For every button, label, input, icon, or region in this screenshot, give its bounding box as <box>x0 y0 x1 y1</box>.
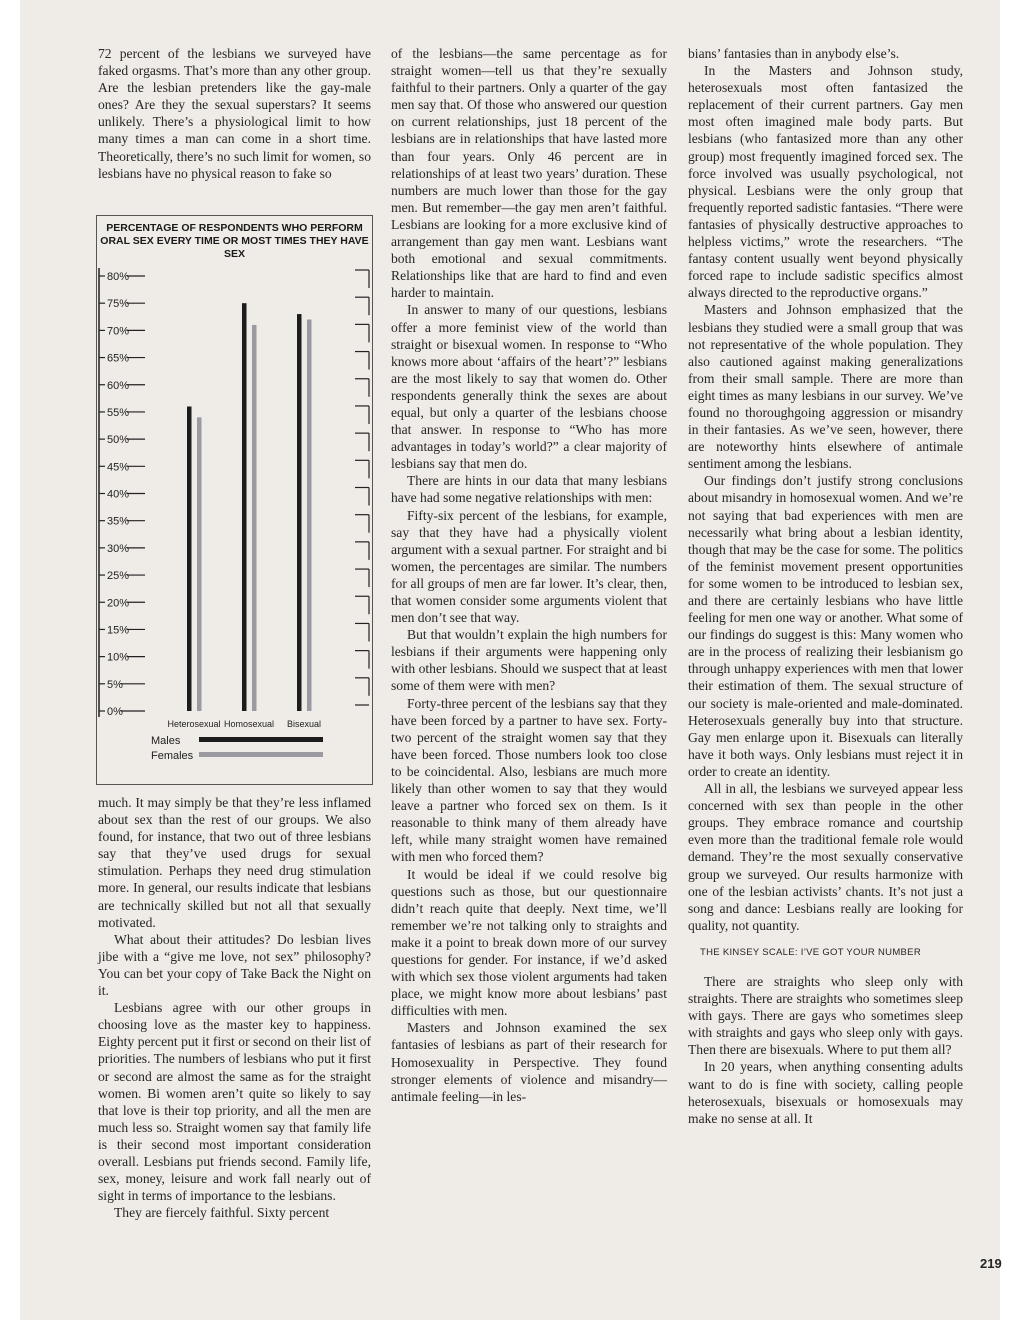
paragraph: Fifty-six percent of the lesbians, for example, say that they have had a physically violent argument with a sexual partner. For straight and bi women, the percentages are similar. The numbers for all groups of men are far lower. It’s clear, then, that women consider some arguments violent that men don’t see that way. <box>391 507 667 626</box>
column-2 <box>391 45 667 1105</box>
x-category-label: Heterosexual <box>167 719 221 729</box>
paragraph: of the lesbians—the same percentage as for straight women—tell us that they’re sexually faithful to their partners. Only a quarter of the gay men say that. Of those who answered our question on current relationships, just 18 percent of the lesbians are in relationships that have lasted more than four years. Only 46 percent are in relationships of at least two years’ duration. These numbers are much lower than those for the gay men. But remember—the gay men aren’t faithful. Lesbians are looking for a more exclusive kind of arrangement than gay men want. Lesbians want both emotional and sexual commitments. Relationships like that are hard to find and even harder to maintain. <box>391 46 667 301</box>
paragraph: There are straights who sleep only with straights. There are straights who sometimes sleep with gays. There are gays who sometimes sleep with straights and gays who sleep only with gays. Then there are bisexuals. Where to put them all? <box>688 973 963 1058</box>
y-tick-label: 30% <box>107 542 130 555</box>
page-number: 219 <box>980 1256 1002 1271</box>
section-subhead: THE KINSEY SCALE: I’VE GOT YOUR NUMBER <box>700 946 921 958</box>
y-tick-label: 75% <box>107 298 130 311</box>
legend-label-females: Females <box>151 750 194 762</box>
bar-homosexual-females <box>252 325 257 711</box>
y-tick-label: 70% <box>107 325 130 338</box>
y-tick-label: 5% <box>107 678 123 691</box>
y-tick-label: 25% <box>107 570 130 583</box>
y-tick-label: 10% <box>107 651 130 664</box>
paragraph: Lesbians agree with our other groups in choosing love as the master key to happiness. Eighty percent put it first or second on their list of priorities. The numbers of lesbians who put it first or second are almost the same as for the straight women. Bi women aren’t quite so likely to say that love is their top priority, and all the men are much less so. Straight women say that family life is their second most important consideration overall. Lesbians put friends second. Family life, sex, money, leisure and work fall nearly out of sight in terms of importance to the lesbians. <box>98 1000 371 1204</box>
bar-bisexual-males <box>297 314 302 711</box>
x-category-label: Homosexual <box>223 719 275 729</box>
bar-heterosexual-males <box>187 407 192 712</box>
y-tick-label: 45% <box>107 461 130 474</box>
paragraph: Forty-three percent of the lesbians say that they have been forced by a partner to have sex. Forty-two percent of the straight women say that they have been forced. Those numbers look too close to be coincidental. Also, lesbians are much more likely than other women to say that they would leave a partner who forced sex on them. Is it reasonable to think many of them already have left, while many straight women have remained with men who forced them? <box>391 695 667 865</box>
y-tick-label: 15% <box>107 624 130 637</box>
paragraph: All in all, the lesbians we surveyed appear less concerned with sex than people in the other groups. They embrace romance and courtship even more than the traditional female role would demand. They’re the most sexually conservative group we surveyed. Our results harmonize with one of the lesbian activists’ chants. It’s not just a song and dance: Lesbians really are looking for quality, not quantity. <box>688 781 963 933</box>
column-1-bottom <box>98 794 371 1221</box>
paragraph: Masters and Johnson emphasized that the lesbians they studied were a small group that was not representative of the whole population. They also cautioned against making generalizations from their small sample. There are more than eight times as many lesbians in our survey. We’ve found no thoroughgoing aggression or misandry in their fantasies. As we’ve seen, however, there are noteworthy hints elsewhere of antimale sentiment among the lesbians. <box>688 302 963 472</box>
chart-title: PERCENTAGE OF RESPONDENTS WHO PERFORM ORAL SEX EVERY TIME OR MOST TIMES THEY HAVE SEX <box>100 222 369 260</box>
column-1-top <box>98 45 371 182</box>
paragraph: It would be ideal if we could resolve big questions such as those, but our questionnaire didn’t reach quite that deeply. Next time, we’ll remember we’re not talking only to straights and make it a point to break down more of our survey questions for gender. For instance, if we’d asked with which sex those violent arguments had taken place, we might know more about lesbians’ past difficulties with men. <box>391 866 667 1019</box>
y-tick-label: 35% <box>107 515 130 528</box>
paragraph: much. It may simply be that they’re less inflamed about sex than the rest of our groups. We also found, for instance, that two out of three lesbians say that they’ve used drugs for sexual stimulation. Perhaps they need drug stimulation more. In general, our results indicate that lesbians are technically skilled but not all that sexually motivated. <box>98 795 371 930</box>
paragraph: Our findings don’t justify strong conclusions about misandry in homosexual women. And we’re not saying that bad experiences with men are necessarily what bring about a lesbian identity, though that may be the case for some. The politics of the feminist movement present opportunities for some women to be introduced to lesbian sex, and there are certainly lesbians who have little feeling for men one way or another. What some of our findings do suggest is this: Many women who are in the process of realizing their lesbianism go through unhappy experiences with men that lower their estimation of them. The sexual structure of our society is male-oriented and male-dominated. Heterosexuals generally buy into that structure. Gay men enlarge upon it. Bisexuals can literally have it both ways. Only lesbians must reject it in order to create an identity. <box>688 473 963 779</box>
y-tick-label: 40% <box>107 488 130 501</box>
paragraph: Masters and Johnson examined the sex fantasies of lesbians as part of their research for Homosexuality in Perspective. They found stronger elements of violence and misandry—antimale feeling—in les- <box>391 1020 667 1104</box>
paragraph: In 20 years, when anything consenting adults want to do is fine with society, calling people heterosexuals, bisexuals or homosexuals may make no sense at all. It <box>688 1059 963 1126</box>
paragraph: They are fiercely faithful. Sixty percent <box>114 1205 330 1221</box>
y-tick-label: 80% <box>107 271 130 283</box>
bar-homosexual-males <box>242 303 247 711</box>
chart-box <box>96 215 373 785</box>
legend-swatch-males <box>199 737 323 742</box>
column-3 <box>688 45 963 1127</box>
paragraph: In answer to many of our questions, lesbians offer a more feminist view of the world than straight or bisexual women. In response to “Who knows more about ‘affairs of the heart’?” lesbians are the most likely to say that women do. Other respondents generally think the sexes are about equal, but only a quarter of the lesbians choose that answer. In response to “Who has more advantages in today’s world?” a clear majority of lesbians say that men do. <box>391 302 667 472</box>
x-category-label: Bisexual <box>286 719 322 729</box>
y-tick-label: 65% <box>107 352 130 365</box>
bar-heterosexual-females <box>197 417 202 711</box>
paragraph: What about their attitudes? Do lesbian lives jibe with a “give me love, not sex” philosophy? You can bet your copy of Take Back the Night on it. <box>98 931 371 999</box>
paragraph: There are hints in our data that many lesbians have had some negative relationships with men: <box>391 473 667 506</box>
legend-label-males: Males <box>151 735 181 747</box>
bar-bisexual-females <box>307 320 312 712</box>
magazine-page <box>20 0 1000 1320</box>
y-tick-label: 20% <box>107 597 130 610</box>
y-tick-label: 60% <box>107 379 130 392</box>
legend-swatch-females <box>199 752 323 757</box>
paragraph: bians’ fantasies than in anybody else’s. <box>688 46 900 61</box>
y-tick-label: 55% <box>107 406 130 419</box>
paragraph: 72 percent of the lesbians we surveyed have faked orgasms. That’s more than any other group. Are the lesbian pretenders like the gay-male ones? Are they the sexual superstars? It seems unlikely. There’s a physiological limit to how many times a man can come in a short time. Theoretically, there’s no such limit for women, so lesbians have no physical reason to fake so <box>98 46 371 181</box>
paragraph: But that wouldn’t explain the high numbers for lesbians if their arguments were happening only with other lesbians. Should we suspect that at least some of them were with men? <box>391 627 667 694</box>
paragraph: In the Masters and Johnson study, heterosexuals most often fantasized the replacement of their current partners. Gay men most often imagined male body parts. But lesbians (who fantasized more than any other group) most frequently imagined forced sex. The force involved was usually psychological, not physical. Lesbians were the only group that frequently reported sadistic fantasies. “There were fantasies of physically destructive approaches to helpless victims,” wrote the researchers. “The fantasy content usually went beyond physically forced rape to include sadistic specifics almost always directed to the reproductive organs.” <box>688 63 963 301</box>
bar-chart <box>97 216 372 784</box>
y-tick-label: 0% <box>107 706 123 718</box>
y-tick-label: 50% <box>107 434 130 447</box>
